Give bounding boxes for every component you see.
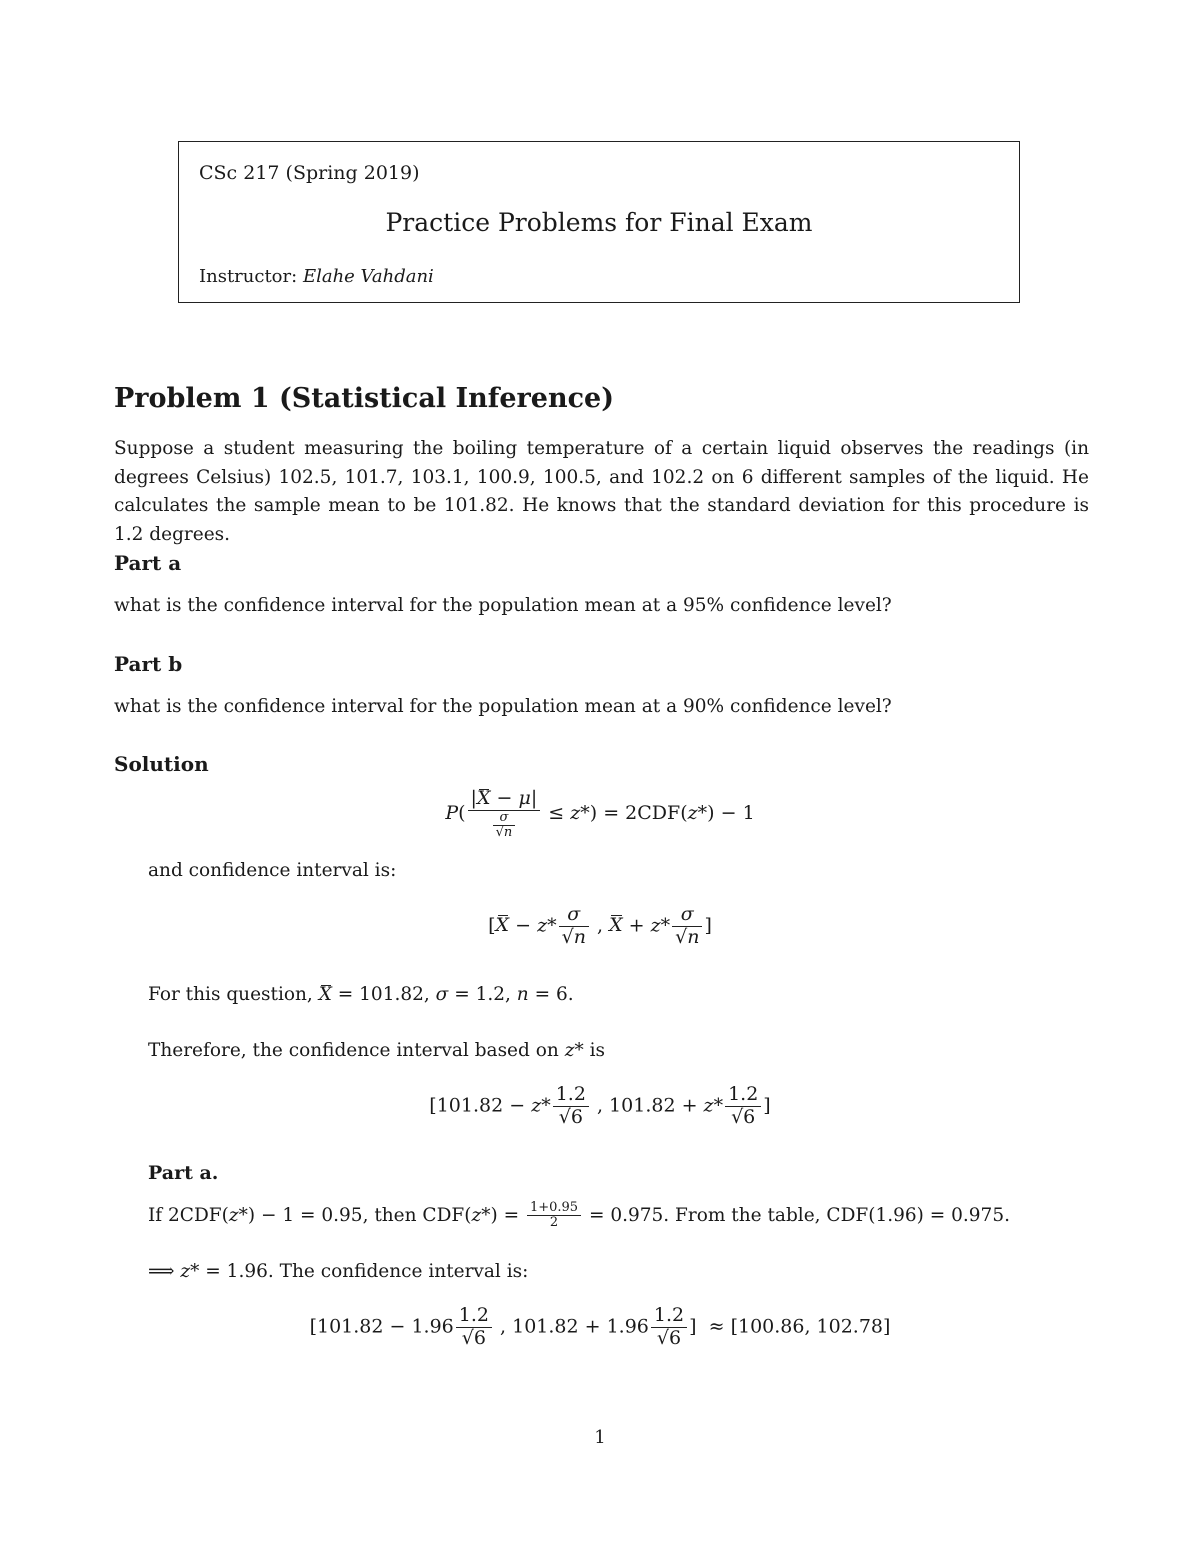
ci-formula: [X − z* $\frac{\sigma}{√n}$ , X + z* $\frac{\sigma}{√n}$ ] [488, 903, 712, 948]
cdf-fraction-numerator: 1+0.95 [527, 1201, 581, 1216]
part-a-cdf-line: If 2CDF(z*) − 1 = 0.95, then CDF(z*) = $\frac{1+0.95}{2}$ = 0.975. From the table, CDF(1.96) = 0.975. [148, 1200, 1010, 1231]
cdf-fraction-denominator: 2 [549, 1215, 559, 1231]
solution-part-a-heading: Part a. [148, 1162, 219, 1184]
part-b-heading: Part b [114, 652, 183, 676]
instructor-line [199, 266, 434, 287]
instructor-label: Instructor: [199, 266, 298, 287]
cdf-line-mid: ) − 1 = 0.95, then CDF( [247, 1204, 472, 1226]
values-mean: = 101.82, [337, 984, 430, 1005]
final-result: ≈ [100.86, 102.78] [708, 1315, 891, 1338]
values-intro: For this question, [148, 984, 313, 1005]
therefore-text: Therefore, the confidence interval based on [148, 1040, 559, 1061]
final-ci-formula: [101.82 − 1.96 $\frac{1.2}{√6}$ , 101.82 + 1.96 $\frac{1.2}{√6}$ ] ≈ [100.86, 102.78] [309, 1304, 891, 1349]
therefore-line: Therefore, the confidence interval based on z* is [148, 1040, 605, 1061]
ci-intro: and confidence interval is: [148, 860, 397, 881]
part-b-question: what is the confidence interval for the population mean at a 90% confidence level? [114, 696, 892, 717]
numeric-ci-formula: [101.82 − z* $\frac{1.2}{√6}$ , 101.82 + z* $\frac{1.2}{√6}$ ] [429, 1083, 771, 1128]
part-a-question: what is the confidence interval for the population mean at a 95% confidence level? [114, 595, 892, 616]
z-line-end: = 1.96. The confidence interval is: [205, 1261, 529, 1282]
problem-heading: Problem 1 (Statistical Inference) [114, 383, 614, 414]
cdf-line-start: If 2CDF( [148, 1204, 229, 1226]
course-label: CSc 217 (Spring 2019) [199, 162, 420, 184]
part-a-z-line: ⟹ z* = 1.96. The confidence interval is: [148, 1261, 529, 1282]
therefore-tail: is [589, 1040, 605, 1061]
values-sigma: = 1.2, [454, 984, 511, 1005]
values-line: For this question, X = 101.82, σ = 1.2, n = 6. [148, 984, 574, 1005]
values-n: = 6. [534, 984, 574, 1005]
part-a-heading: Part a [114, 551, 182, 575]
document-title: Practice Problems for Final Exam [385, 208, 813, 237]
problem-statement: Suppose a student measuring the boiling temperature of a certain liquid observes the readings (in degrees Celsius) 102.5, 101.7, 103.1, 100.9, 100.5, and 102.2 on 6 different samples of the liquid. He calculates the sample mean to be 101.82. He knows that the standard deviation for this procedure is 1.2 degrees. [114, 438, 1089, 545]
probability-equation: P( $\frac{|X - \mu|}{\frac{\sigma}{√n}}$ ≤ z*) = 2CDF(z*) − 1 [445, 787, 755, 841]
solution-heading: Solution [114, 752, 209, 776]
header-box [178, 141, 1020, 303]
instructor-name: Elahe Vahdani [302, 266, 434, 287]
cdf-line-end: = 0.975. From the table, CDF(1.96) = 0.975. [588, 1204, 1010, 1226]
page-number: 1 [594, 1427, 606, 1448]
